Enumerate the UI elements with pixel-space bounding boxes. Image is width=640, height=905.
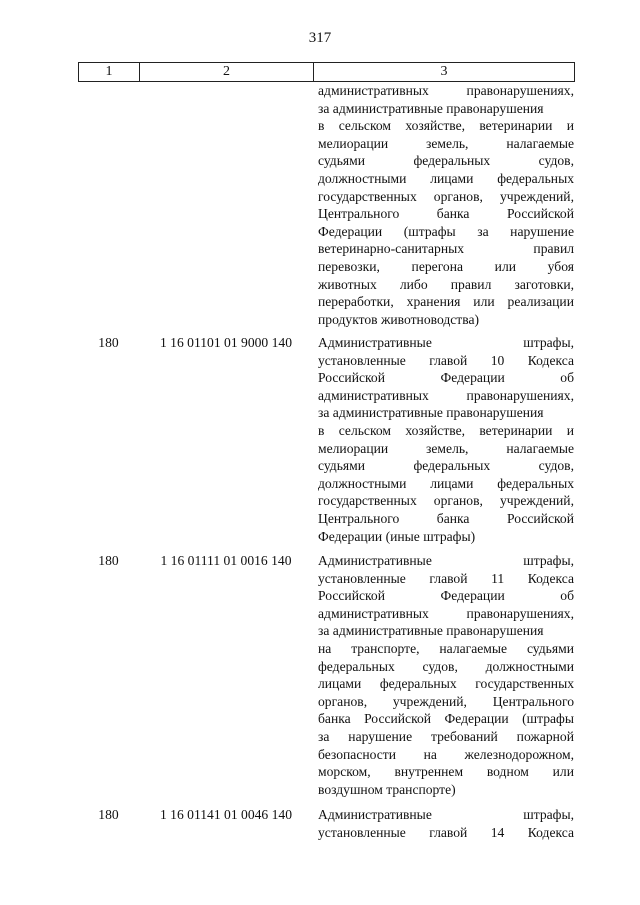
description-cell <box>318 806 574 841</box>
text-line: Федерации (штрафы за нарушение <box>318 223 574 239</box>
text-line: Административные штрафы, <box>318 335 574 350</box>
text-line: за административные правонарушения <box>318 623 544 639</box>
text-line: лицами федеральных государственных <box>318 676 574 692</box>
text-line: мелиорации земель, налагаемые <box>318 135 574 151</box>
text-line: воздушном транспорте) <box>318 781 456 797</box>
column-header-1: 1 <box>79 63 140 82</box>
text-line: Административные штрафы, <box>318 553 574 568</box>
text-line: государственных органов, учреждений, <box>318 188 574 204</box>
text-line: ветеринарно-санитарных правил <box>318 241 574 257</box>
column-header-2: 2 <box>140 63 314 82</box>
text-line: судьями федеральных судов, <box>318 458 574 474</box>
text-line: безопасности на железнодорожном, <box>318 746 574 762</box>
admin-code-cell: 180 <box>98 553 119 568</box>
text-line: судьями федеральных судов, <box>318 153 574 169</box>
text-line: на транспорте, налагаемые судьями <box>318 640 574 656</box>
text-line: административных правонарушениях, <box>318 83 574 98</box>
text-line: Российской Федерации об <box>318 588 574 604</box>
text-line: Центрального банка Российской <box>318 206 574 222</box>
text-line: мелиорации земель, налагаемые <box>318 440 574 456</box>
page-number: 317 <box>308 30 332 46</box>
text-line: государственных органов, учреждений, <box>318 493 574 509</box>
text-line: установленные главой 10 Кодекса <box>318 352 574 368</box>
kbk-code-cell: 1 16 01141 01 0046 140 <box>159 807 293 822</box>
text-line: в сельском хозяйстве, ветеринарии и <box>318 422 574 438</box>
text-line: переработки, хранения или реализации <box>318 294 574 310</box>
text-line: Федерации (иные штрафы) <box>318 528 476 544</box>
text-line: перевозки, перегона или убоя <box>318 258 574 274</box>
kbk-code-cell: 1 16 01111 01 0016 140 <box>160 553 292 568</box>
text-line: животных либо правил заготовки, <box>318 276 574 292</box>
text-line: Административные штрафы, <box>318 807 574 822</box>
text-line: административных правонарушениях, <box>318 605 574 621</box>
text-line: Российской Федерации об <box>318 370 574 386</box>
admin-code-cell: 180 <box>98 335 119 350</box>
text-line: продуктов животноводства) <box>318 311 480 327</box>
text-line: в сельском хозяйстве, ветеринарии и <box>318 118 574 134</box>
text-line: федеральных судов, должностными <box>318 658 574 674</box>
column-header-3: 3 <box>314 63 575 82</box>
text-line: органов, учреждений, Центрального <box>318 693 574 709</box>
admin-code-cell: 180 <box>98 807 119 822</box>
text-line: должностными лицами федеральных <box>318 475 574 491</box>
description-cell <box>318 82 574 328</box>
text-line: морском, внутреннем водном или <box>318 764 574 780</box>
text-line: за административные правонарушения <box>318 100 544 116</box>
text-line: банка Российской Федерации (штрафы <box>318 711 574 727</box>
text-line: за административные правонарушения <box>318 405 544 421</box>
text-line: за нарушение требований пожарной <box>318 728 574 744</box>
text-line: должностными лицами федеральных <box>318 170 574 186</box>
text-line: Центрального банка Российской <box>318 510 574 526</box>
text-line: установленные главой 14 Кодекса <box>318 824 574 840</box>
text-line: установленные главой 11 Кодекса <box>318 570 574 586</box>
kbk-code-cell: 1 16 01101 01 9000 140 <box>159 335 293 350</box>
description-cell <box>318 334 574 545</box>
description-cell <box>318 552 574 798</box>
text-line: административных правонарушениях, <box>318 387 574 403</box>
column-header-row <box>78 62 575 82</box>
